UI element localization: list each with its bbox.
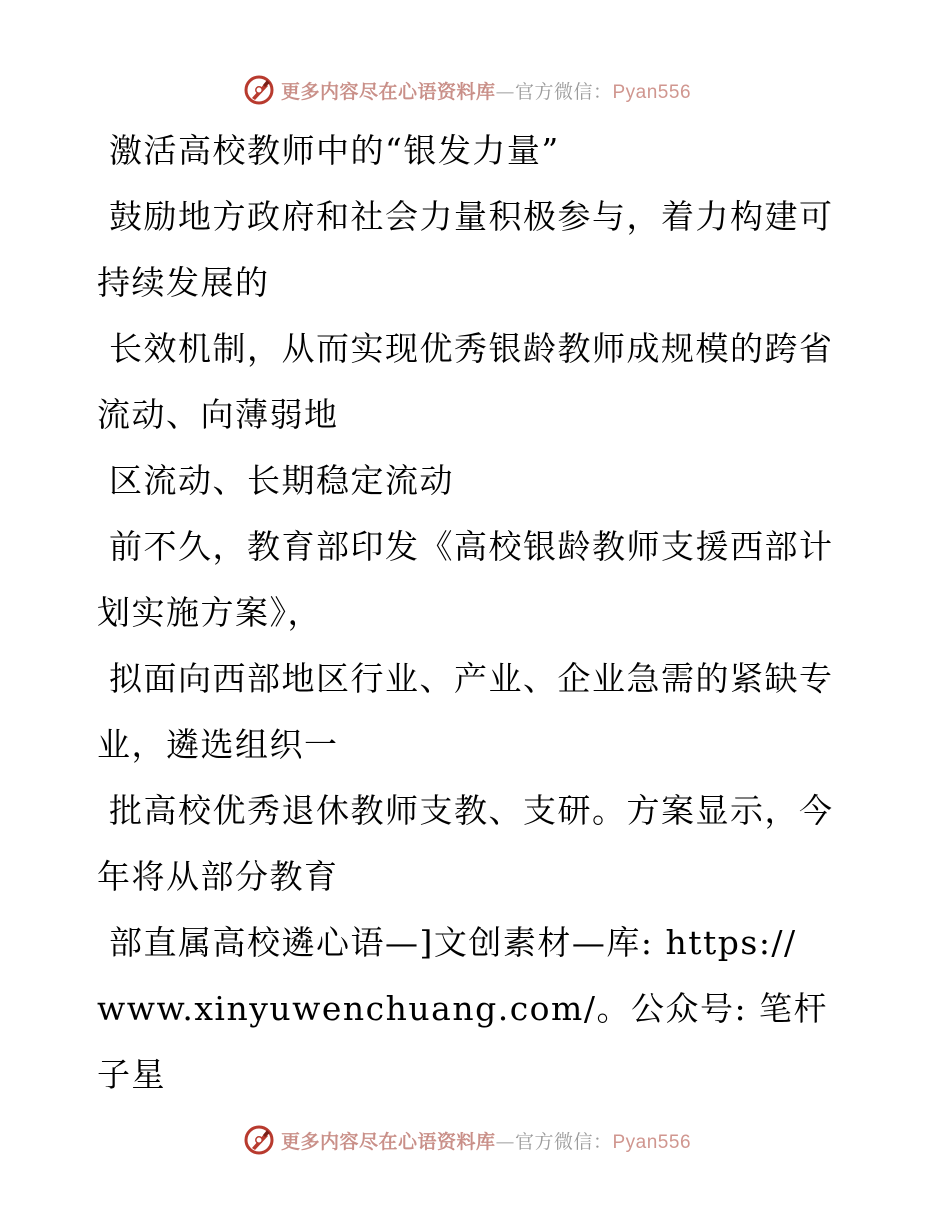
paragraph-5-line-2: 划实施方案》， xyxy=(97,593,322,632)
paragraph-3-line-2: 流动、向薄弱地 xyxy=(97,395,339,434)
footer-watermark-inner xyxy=(243,1124,691,1156)
watermark-dash: — xyxy=(495,1130,515,1153)
paragraph-3-line-1: 长效机制，从而实现优秀银龄教师成规模的跨省 xyxy=(109,329,834,368)
paragraph-8-line-1: 部直属高校遴心语—]文创素材—库: https:// xyxy=(109,923,797,962)
header-watermark-banner xyxy=(0,70,950,110)
paragraph-2-line-1: 鼓励地方政府和社会力量积极参与，着力构建可 xyxy=(109,197,834,236)
watermark-wechat-label: 官方微信： xyxy=(514,1130,613,1153)
header-watermark-inner xyxy=(243,74,691,106)
paragraph-2-line-2: 持续发展的 xyxy=(97,263,270,302)
watermark-wechat-label: 官方微信： xyxy=(514,80,613,103)
watermark-brand: 更多内容尽在心语资料库 xyxy=(280,1130,496,1153)
quill-logo-icon xyxy=(243,1124,275,1156)
paragraph-6-line-1: 拟面向西部地区行业、产业、企业急需的紧缺专 xyxy=(109,659,834,698)
paragraph-7-line-2: 年将从部分教育 xyxy=(97,857,339,896)
paragraph-4-line-1: 区流动、长期稳定流动 xyxy=(109,461,454,500)
paragraph-6 xyxy=(97,646,837,778)
paragraph-3 xyxy=(97,316,837,448)
paragraph-2 xyxy=(97,184,837,316)
watermark-wechat-id: Pyan556 xyxy=(612,1131,692,1153)
paragraph-8 xyxy=(97,910,837,1108)
paragraph-1-line-1: 激活高校教师中的“银发力量” xyxy=(109,131,560,170)
paragraph-8-line-2: www.xinyuwenchuang.com/。公众号: 笔杆子星 xyxy=(97,989,829,1094)
quill-logo-icon xyxy=(243,74,275,106)
paragraph-5 xyxy=(97,514,837,646)
paragraph-1 xyxy=(97,118,837,184)
footer-watermark-banner xyxy=(0,1120,950,1160)
paragraph-7-line-1: 批高校优秀退休教师支教、支研。方案显示，今 xyxy=(109,791,834,830)
paragraph-6-line-2: 业，遴选组织一 xyxy=(97,725,339,764)
document-body xyxy=(97,118,837,1108)
watermark-dash: — xyxy=(495,80,515,103)
paragraph-7 xyxy=(97,778,837,910)
watermark-text xyxy=(281,1127,691,1154)
paragraph-4 xyxy=(97,448,837,514)
paragraph-5-line-1: 前不久，教育部印发《高校银龄教师支援西部计 xyxy=(109,527,834,566)
watermark-wechat-id: Pyan556 xyxy=(612,81,692,103)
watermark-brand: 更多内容尽在心语资料库 xyxy=(280,80,496,103)
watermark-text xyxy=(281,77,691,104)
